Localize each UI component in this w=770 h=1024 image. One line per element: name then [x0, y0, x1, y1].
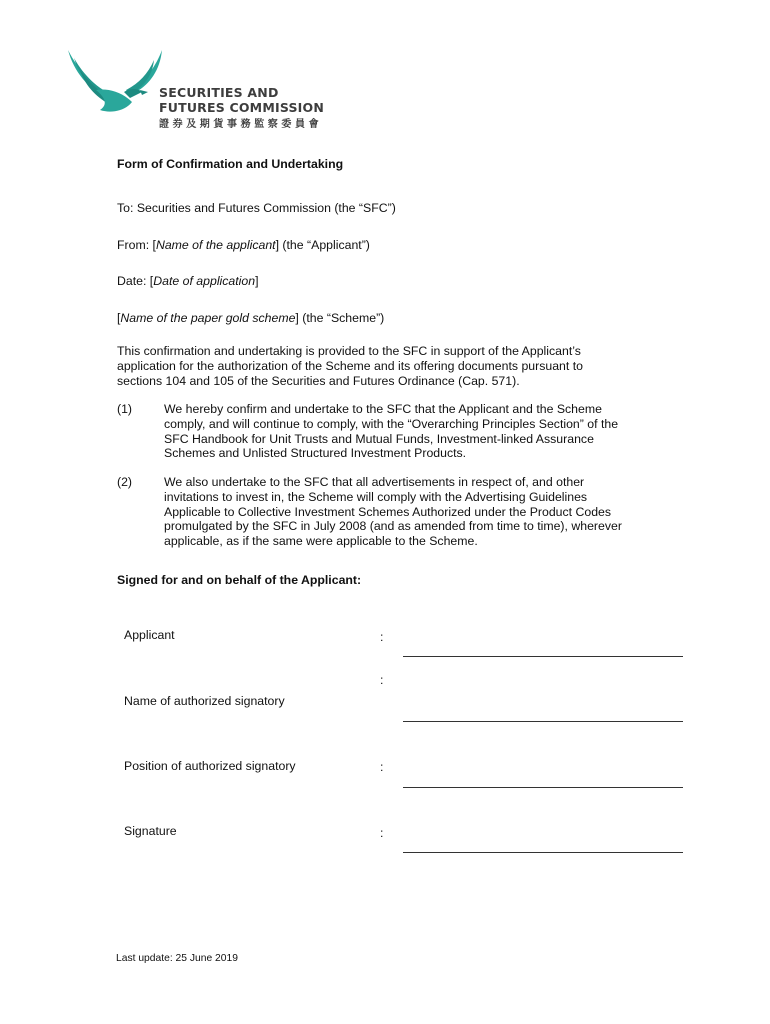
org-name-chinese: 證券及期貨事務監察委員會: [159, 119, 323, 130]
item-line: promulgated by the SFC in July 2008 (and as amended from time to time), wherever: [164, 519, 622, 534]
from-line: [117, 238, 370, 253]
from-prefix: From: [: [117, 238, 156, 252]
item-number: (1): [117, 402, 133, 416]
item-line: SFC Handbook for Unit Trusts and Mutual Funds, Investment-linked Assurance: [164, 431, 594, 446]
item-line: Schemes and Unlisted Structured Investment Products.: [164, 446, 467, 461]
item-line: applicable, as if the same were applicable to the Scheme.: [164, 534, 478, 549]
intro-line: sections 104 and 105 of the Securities and Futures Ordinance (Cap. 571).: [117, 373, 520, 388]
item-line: comply, and will continue to comply, with the “Overarching Principles Section” of the: [164, 416, 619, 431]
item-line: We hereby confirm and undertake to the SFC that the Applicant and the Scheme: [164, 402, 602, 416]
field-colon: :: [380, 673, 384, 687]
scheme-suffix: ] (the “Scheme”): [295, 311, 385, 325]
scheme-line: [117, 311, 384, 326]
item-line: invitations to invest in, the Scheme will comply with the Advertising Guidelines: [164, 489, 588, 504]
item-number: (2): [117, 475, 133, 489]
scheme-prefix: [: [117, 311, 121, 325]
intro-line: application for the authorization of the Scheme and its offering documents pursuant to: [117, 358, 583, 373]
org-name-line1: SECURITIES AND: [159, 85, 279, 100]
item-text: [164, 475, 654, 549]
field-colon: :: [380, 760, 384, 774]
from-suffix: ] (the “Applicant”): [275, 238, 370, 252]
sfc-logo: [66, 48, 336, 130]
applicant-signature-line[interactable]: [403, 656, 683, 657]
item-text: [164, 402, 654, 461]
applicant-name-placeholder: Name of the applicant: [155, 238, 276, 252]
last-update-footer: Last update: 25 June 2019: [116, 953, 238, 964]
date-prefix: Date: [: [117, 274, 154, 288]
org-name-line2: FUTURES COMMISSION: [159, 100, 324, 115]
field-colon: :: [380, 826, 384, 840]
date-placeholder: Date of application: [153, 274, 256, 288]
signatory-position-line[interactable]: [403, 787, 683, 788]
signature-label: Signature: [124, 824, 177, 838]
to-line: To: Securities and Futures Commission (the “SFC”): [117, 201, 396, 215]
eagle-logo-icon: [66, 48, 166, 116]
signed-heading: Signed for and on behalf of the Applicant:: [117, 573, 362, 587]
intro-line: This confirmation and undertaking is provided to the SFC in support of the Applicant’s: [117, 344, 581, 358]
date-line: [117, 274, 259, 289]
applicant-label: Applicant: [124, 628, 175, 642]
signatory-position-label: Position of authorized signatory: [124, 759, 296, 773]
item-line: We also undertake to the SFC that all advertisements in respect of, and other: [164, 475, 585, 489]
field-colon: :: [380, 630, 384, 644]
form-title: Form of Confirmation and Undertaking: [117, 157, 344, 171]
signatory-name-label: Name of authorized signatory: [124, 694, 285, 708]
scheme-name-placeholder: Name of the paper gold scheme: [120, 311, 296, 325]
signature-line[interactable]: [403, 852, 683, 853]
signatory-name-line[interactable]: [403, 721, 683, 722]
date-suffix: ]: [255, 274, 259, 288]
intro-paragraph: [117, 344, 647, 388]
item-line: Applicable to Collective Investment Schemes Authorized under the Product Codes: [164, 504, 612, 519]
